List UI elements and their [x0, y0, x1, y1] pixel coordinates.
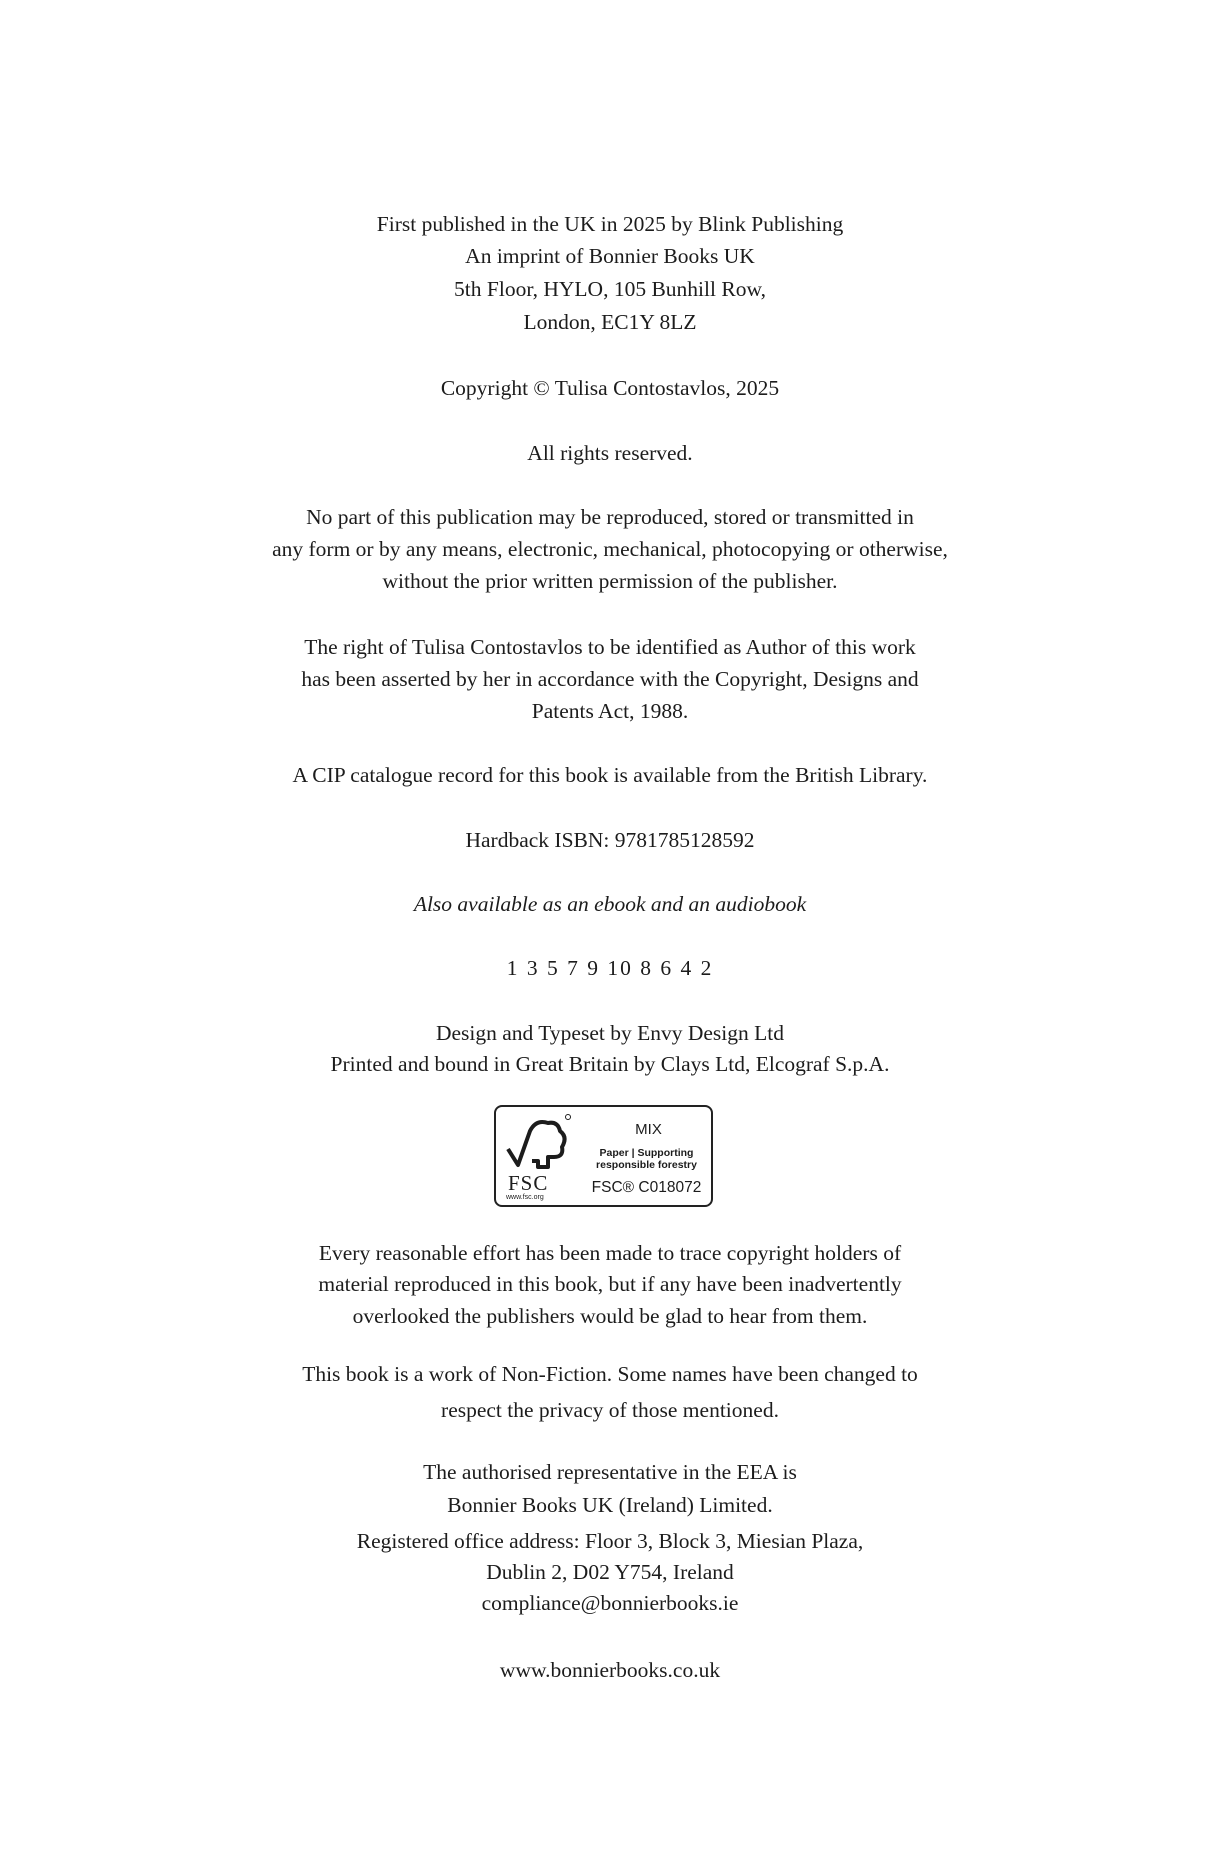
- publisher-address: London, EC1Y 8LZ: [523, 310, 697, 334]
- publisher-address: 5th Floor, HYLO, 105 Bunhill Row,: [454, 277, 766, 301]
- eea-address: Registered office address: Floor 3, Block 3, Miesian Plaza,: [356, 1529, 864, 1553]
- fsc-description: [584, 1147, 709, 1171]
- production-credit: Design and Typeset by Envy Design Ltd: [435, 1021, 785, 1045]
- fsc-brand: FSC: [508, 1171, 549, 1195]
- fsc-desc-line: Paper | Supporting: [599, 1147, 694, 1159]
- effort-notice: material reproduced in this book, but if any have been inadvertently: [318, 1272, 902, 1296]
- effort-notice: Every reasonable effort has been made to trace copyright holders of: [318, 1241, 902, 1265]
- reproduction-notice: No part of this publication may be reproduced, stored or transmitted in: [306, 505, 914, 529]
- nonfiction-notice: respect the privacy of those mentioned.: [441, 1398, 779, 1422]
- publisher-line: An imprint of Bonnier Books UK: [465, 244, 755, 268]
- moral-rights: has been asserted by her in accordance with the Copyright, Designs and: [301, 667, 919, 691]
- eea-address: Dublin 2, D02 Y754, Ireland: [486, 1560, 734, 1584]
- moral-rights: The right of Tulisa Contostavlos to be identified as Author of this work: [304, 635, 916, 659]
- cip-notice: A CIP catalogue record for this book is available from the British Library.: [292, 763, 928, 787]
- reproduction-notice: any form or by any means, electronic, mechanical, photocopying or otherwise,: [272, 537, 948, 561]
- fsc-code: FSC® C018072: [591, 1179, 702, 1196]
- rights-line: All rights reserved.: [527, 441, 693, 465]
- fsc-desc-line: responsible forestry: [596, 1159, 697, 1171]
- moral-rights: Patents Act, 1988.: [531, 699, 689, 723]
- eea-representative: The authorised representative in the EEA is: [423, 1460, 797, 1484]
- copyright-line: Copyright © Tulisa Contostavlos, 2025: [440, 376, 780, 400]
- effort-notice: overlooked the publishers would be glad to hear from them.: [352, 1304, 868, 1328]
- fsc-mix: MIX: [635, 1121, 662, 1138]
- publisher-line: First published in the UK in 2025 by Blink Publishing: [376, 212, 844, 236]
- fsc-url: www.fsc.org: [506, 1194, 544, 1201]
- website-link[interactable]: www.bonnierbooks.co.uk: [499, 1658, 721, 1682]
- fsc-label: [494, 1105, 713, 1207]
- compliance-email[interactable]: compliance@bonnierbooks.ie: [481, 1591, 739, 1615]
- nonfiction-notice: This book is a work of Non-Fiction. Some names have been changed to: [302, 1362, 918, 1386]
- isbn: Hardback ISBN: 9781785128592: [465, 828, 755, 852]
- fsc-tree-check-icon: [504, 1111, 572, 1177]
- reproduction-notice: without the prior written permission of the publisher.: [382, 569, 838, 593]
- also-available: Also available as an ebook and an audiobook: [413, 892, 807, 916]
- production-credit: Printed and bound in Great Britain by Clays Ltd, Elcograf S.p.A.: [330, 1052, 890, 1076]
- printing-line: 1 3 5 7 9 10 8 6 4 2: [506, 956, 714, 980]
- eea-representative: Bonnier Books UK (Ireland) Limited.: [447, 1493, 773, 1517]
